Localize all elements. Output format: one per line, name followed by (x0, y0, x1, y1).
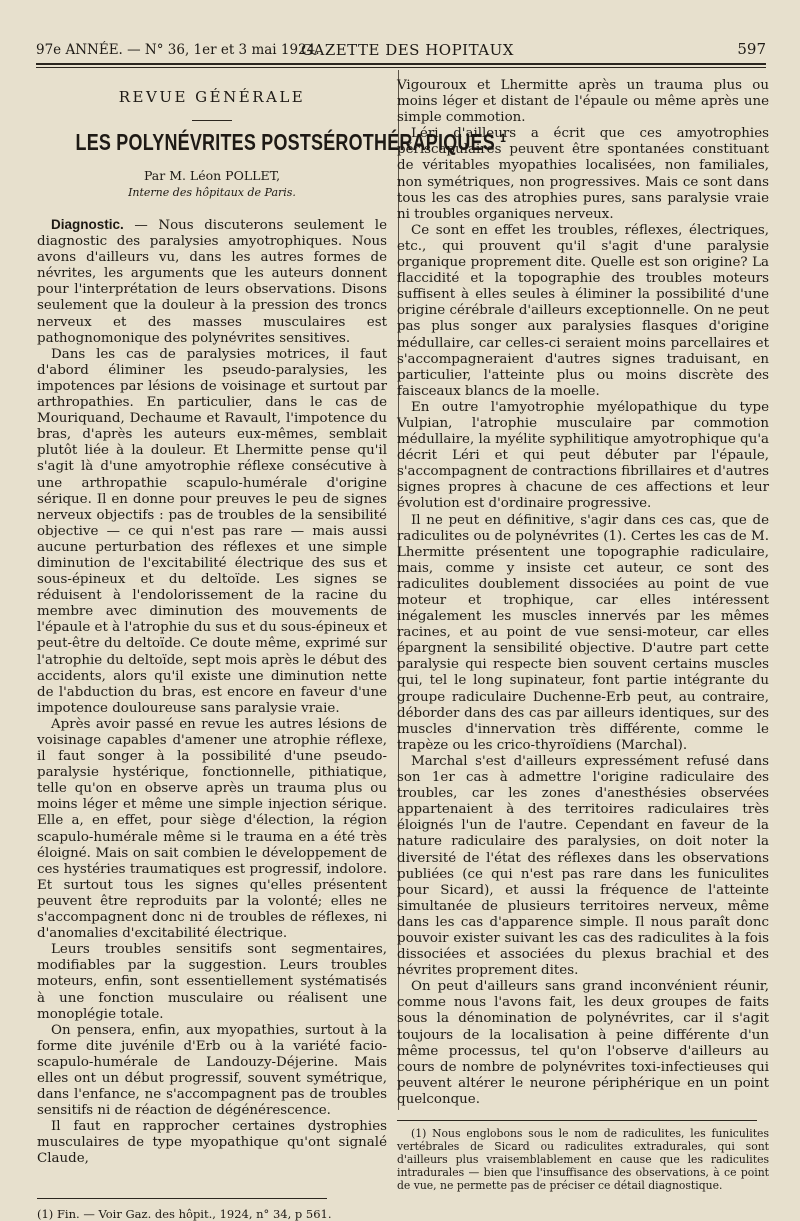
author-line: Par M. Léon POLLET, (143, 168, 281, 183)
paragraph: En outre l'amyotrophie myélopathique du type Vulpian, l'atrophie musculaire par commotion médullaire, la myélite syphilitique amyotrophique qu'a décrit Léri et qui peut débuter par l'épaule, s'accompagnent de contractions fibrillaires et d'autres signes propres à chacune de ces affections et leur évolution est d'ordinaire progressive. (397, 399, 769, 512)
paragraph: Léri d'ailleurs a écrit que ces amyotrophies périscapulaires peuvent être spontanées constituant de véritables myopathies localisées, non familiales, non symétriques, non progressives. Mais ce sont dans tous les cas des atrophies pures, sans paralysie vraie ni troubles organiques nerveux. (397, 126, 769, 222)
header-rule (36, 63, 766, 65)
paragraph: Ce sont en effet les troubles, réflexes, électriques, etc., qui prouvent qu'il s'agit d'une paralysie organique proprement dite. Quelle est son origine? La flaccidité et la topographie des troubles moteurs suffisent à elles seules à éliminer la possibilité d'une origine cérébrale d'ailleurs exceptionnelle. On ne peut pas plus songer aux paralysies flasques d'origine médullaire, car celles-ci seraient moins parcellaires et s'accompagneraient d'autres signes traduisant, en particulier, l'atteinte plus ou moins discrète des faisceaux blancs de la moelle. (397, 222, 769, 399)
journal-name: GAZETTE DES HOPITAUX (301, 41, 514, 59)
header-rule-thin (36, 67, 766, 68)
footnote-right: (1) Nous englobons sous le nom de radiculites, les funiculites vertébrales de Sicard ou radiculites extradurales, qui sont d'ailleurs plus vraisemblablement en cause que les radiculites intradurales — bien que l'insuffisance des observations, à ce point de vue, ne permette pas de préciser ce détail diagnostique. (397, 1127, 769, 1192)
footnote-rule (37, 1198, 327, 1199)
issue-line: 97e ANNÉE. — N° 36, 1er et 3 mai 1924. (36, 42, 320, 58)
paragraph: Après avoir passé en revue les autres lésions de voisinage capables d'amener une atrophie réflexe, il faut songer à la possibilité d'une pseudo-paralysie hystérique, fonctionnelle, pithiatique, telle qu'on en observe après un trauma plus ou moins léger et même une simple injection sérique. Elle a, en effet, pour siège d'élection, la région scapulo-humérale même si le trauma en a été très éloigné. Mais on sait combien le développement de ces hystéries traumatiques est progressif, indolore. Et surtout tous les signes qu'elles présentent peuvent être reproduits par la volonté; elles ne s'accompagnent donc ni de troubles de réflexes, ni d'anomalies d'excitabilité électrique. (37, 716, 387, 942)
footnote-left: (1) Fin. — Voir Gaz. des hôpit., 1924, n° 34, p 561. (37, 1206, 332, 1221)
paragraph: Vigouroux et Lhermitte après un trauma plus ou moins léger et distant de l'épaule ou même après une simple commotion. (397, 78, 769, 126)
paragraph: Leurs troubles sensitifs sont segmentaires, modifiables par la suggestion. Leurs troubles moteurs, enfin, sont essentiellement systématisés à une fonction musculaire ou réalisent une monoplégie totale. (37, 942, 387, 1022)
author-affiliation: Interne des hôpitaux de Paris. (128, 186, 296, 199)
article-title: LES POLYNÉVRITES POSTSÉROTHÉRAPIQUES ¹ (75, 129, 507, 155)
running-header (36, 38, 766, 60)
paragraph: Il faut en rapprocher certaines dystrophies musculaires de type myopathique qu'ont signalé Claude, (37, 1119, 387, 1167)
left-body (37, 217, 387, 1168)
paragraph: Marchal s'est d'ailleurs expressément refusé dans son 1er cas à admettre l'origine radiculaire des troubles, car les zones d'anesthésies observées appartenaient à des territoires radiculaires très éloignés l'un de l'autre. Cependant en faveur de la nature radiculaire des paralysies, on doit noter la diversité de l'état des réflexes dans les observations publiées (ce qui n'est pas rare dans les funiculites pour Sicard), et aussi la fréquence de l'atteinte simultanée de plusieurs territoires nerveux, même dans les cas d'apparence simple. Il nous paraît donc pouvoir exister suivant les cas des radiculites à la fois dissociées et associées du plexus brachial et des névrites proprement dites. (397, 753, 769, 979)
title-separator (192, 120, 232, 121)
paragraph: On peut d'ailleurs sans grand inconvénient réunir, comme nous l'avons fait, les deux groupes de faits sous la dénomination de polynévrites, car il s'agit toujours de la localisation à peine différente d'un même processus, tel qu'on l'observe d'ailleurs au cours de nombre de polynévrites toxi-infectieuses qui peuvent altérer le neurone périphérique en un point quelconque. (397, 979, 769, 1107)
right-column (397, 78, 769, 1192)
section-title: REVUE GÉNÉRALE (118, 88, 306, 106)
paragraph: Diagnostic. — Nous discuterons seulement le diagnostic des paralysies amyotrophiques. Nous avons d'ailleurs vu, dans les autres formes de névrites, les arguments que les auteurs donnent pour l'interprétation de leurs observations. Disons seulement que la douleur à la pression des troncs nerveux et des masses musculaires est pathognomonique des polynévrites sensitives. (37, 217, 387, 346)
paragraph: Dans les cas de paralysies motrices, il faut d'abord éliminer les pseudo-paralysies, les impotences par lésions de voisinage et surtout par arthropathies. En particulier, dans le cas de Mouriquand, Dechaume et Ravault, l'impotence du bras, d'après les auteurs eux-mêmes, semblait plutôt liée à la douleur. Et Lhermitte pense qu'il s'agit là d'une amyotrophie réflexe consécutive à une arthropathie scapulo-humérale d'origine sérique. Il en donne pour preuves le peu de signes nerveux objectifs : pas de troubles de la sensibilité objective — ce qui n'est pas rare — mais aussi aucune perturbation des réflexes et une simple diminution de l'excitabilité électrique des sus et sous-épineux et du deltoïde. Les signes se réduisent à l'endolorissement de la racine du membre avec diminution des mouvements de l'épaule et à l'atrophie du sus et du sous-épineux et peut-être du deltoïde. Ce doute même, exprimé sur l'atrophie du deltoïde, sept mois après le début des accidents, alors qu'il existe une diminution nette de l'abduction du bras, est encore en faveur d'une impotence douloureuse sans paralysie vraie. (37, 346, 387, 716)
left-column (37, 80, 507, 1221)
paragraph: On pensera, enfin, aux myopathies, surtout à la forme dite juvénile d'Erb ou à la variété facio-scapulo-humérale de Landouzy-Déjerine. Mais elles ont un début progressif, souvent symétrique, dans l'enfance, ne s'accompagnent pas de troubles sensitifs ni de réaction de dégénérescence. (37, 1022, 387, 1119)
paragraph-lead: Diagnostic. (51, 217, 124, 232)
paragraph: Il ne peut en définitive, s'agir dans ces cas, que de radiculites ou de polynévrites (1). Certes les cas de M. Lhermitte présentent une topographie radiculaire, mais, comme y insiste cet auteur, ce sont des radiculites doublement dissociées au point de vue moteur et trophique, car elles intéressent inégalement les muscles innervés par les mêmes racines, et au point de vue sensi-moteur, car elles épargnent la sensibilité objective. D'autre part cette paralysie qui respecte bien souvent certains muscles qui, tel le long supinateur, font partie intégrante du groupe radiculaire Duchenne-Erb peut, au contraire, déborder dans des cas par ailleurs identiques, sur des muscles d'innervation très différente, comme le trapèze ou les crico-thyroïdiens (Marchal). (397, 512, 769, 753)
footnote-rule (397, 1120, 757, 1121)
right-body (397, 78, 769, 1108)
page-number: 597 (737, 40, 766, 58)
